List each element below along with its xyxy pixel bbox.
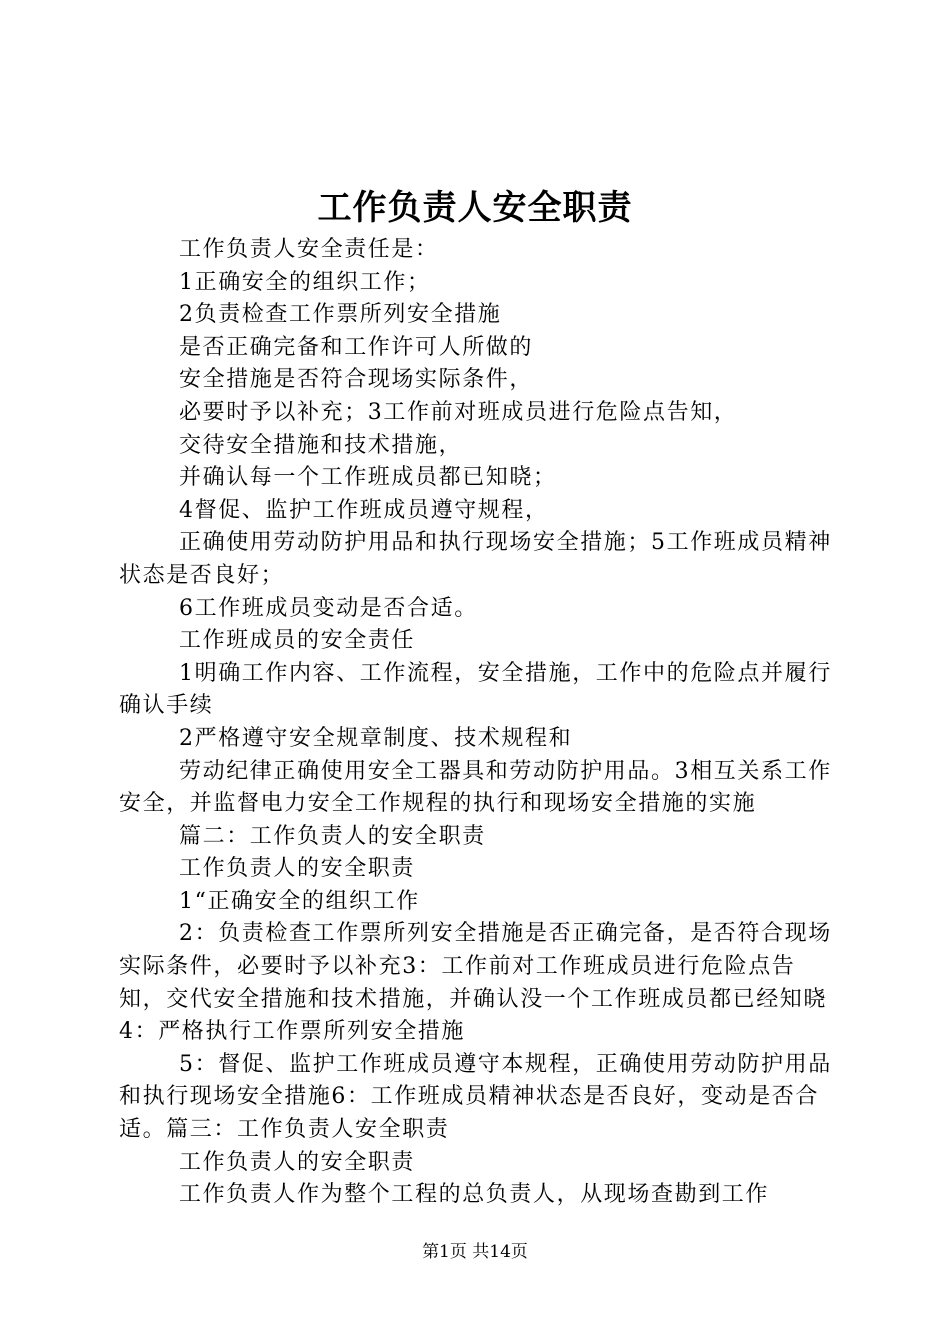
document-title: 工作负责人安全职责 bbox=[317, 188, 633, 228]
paragraph: 安全措施是否符合现场实际条件， bbox=[179, 367, 534, 393]
paragraph: 1“正确安全的组织工作 bbox=[179, 888, 420, 914]
paragraph: 2严格遵守安全规章制度、技术规程和 bbox=[179, 725, 573, 751]
paragraph: 2负责检查工作票所列安全措施 bbox=[179, 302, 502, 328]
paragraph: 劳动纪律正确使用安全工器具和劳动防护用品。3相互关系工作安全，并监督电力安全工作规程的执行和现场安全措施的实施 bbox=[119, 758, 832, 817]
paragraph: 1正确安全的组织工作； bbox=[179, 269, 431, 295]
paragraph: 篇二：工作负责人的安全职责 bbox=[179, 823, 486, 849]
page-number-footer: 第1页 共14页 bbox=[422, 1242, 528, 1262]
paragraph: 工作负责人安全责任是： bbox=[179, 237, 439, 262]
paragraph: 1明确工作内容、工作流程，安全措施，工作中的危险点并履行确认手续 bbox=[119, 660, 832, 719]
paragraph: 2：负责检查工作票所列安全措施是否正确完备，是否符合现场实际条件，必要时予以补充3：工作前对工作班成员进行危险点告知，交代安全措施和技术措施，并确认没一个工作班成员都已经知晓4：严格执行工作票所列安全措施 bbox=[119, 921, 832, 1045]
paragraph: 交待安全措施和技术措施， bbox=[179, 432, 463, 458]
paragraph: 工作班成员的安全责任 bbox=[179, 628, 416, 654]
paragraph: 工作负责人作为整个工程的总负责人，从现场查勘到工作 bbox=[179, 1182, 770, 1208]
paragraph: 5：督促、监护工作班成员遵守本规程，正确使用劳动防护用品和执行现场安全措施6：工作班成员精神状态是否良好，变动是否合适。篇三：工作负责人安全职责 bbox=[119, 1051, 832, 1143]
paragraph: 4督促、监护工作班成员遵守规程， bbox=[179, 497, 549, 523]
paragraph: 必要时予以补充；3工作前对班成员进行危险点告知， bbox=[179, 399, 738, 425]
paragraph: 正确使用劳动防护用品和执行现场安全措施；5工作班成员精神状态是否良好； bbox=[119, 530, 832, 588]
paragraph: 工作负责人的安全职责 bbox=[179, 856, 416, 882]
paragraph: 是否正确完备和工作许可人所做的 bbox=[179, 334, 534, 360]
document-body bbox=[119, 234, 833, 1212]
paragraph: 工作负责人的安全职责 bbox=[179, 1149, 416, 1175]
paragraph: 并确认每一个工作班成员都已知晓； bbox=[179, 465, 557, 491]
paragraph: 6工作班成员变动是否合适。 bbox=[179, 595, 478, 621]
